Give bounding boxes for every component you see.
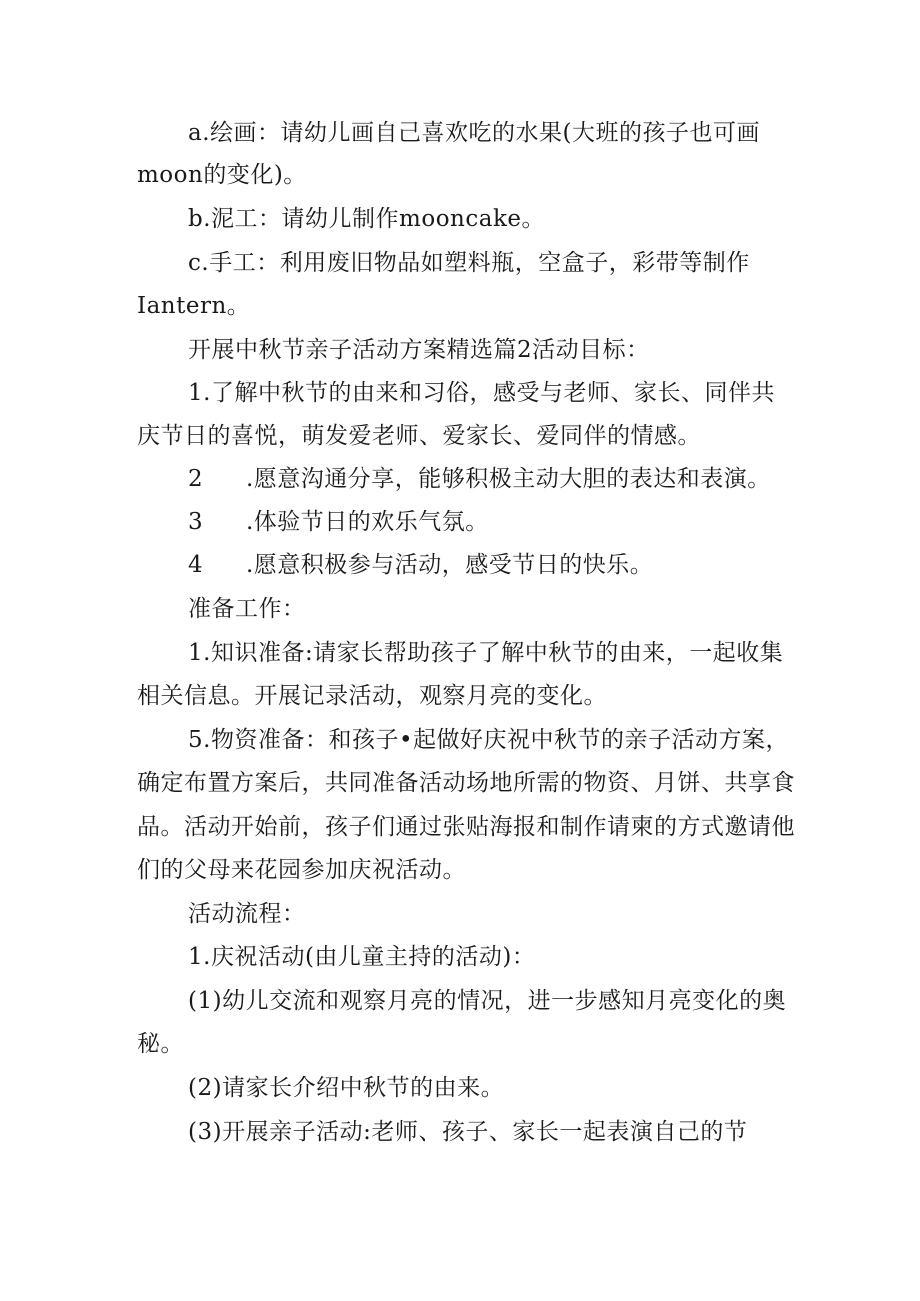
paragraph-line: 相关信息。开展记录活动，观察月亮的变化。 (137, 683, 607, 709)
item-number: 4 (188, 552, 204, 578)
paragraph-line: 5.物资准备：和孩子•起做好庆祝中秋节的亲子活动方案， (188, 727, 790, 753)
paragraph-line: (3)开展亲子活动:老师、孩子、家长一起表演自己的节 (188, 1119, 748, 1145)
paragraph-line: b.泥工：请幼儿制作mooncake。 (188, 206, 545, 232)
paragraph-line: 们的父母来花园参加庆祝活动。 (137, 857, 466, 883)
paragraph-line: 庆节日的喜悦，萌发爱老师、爱家长、爱同伴的情感。 (137, 423, 701, 449)
paragraph-line: 1.知识准备:请家长帮助孩子了解中秋节的由来，一起收集 (188, 640, 784, 666)
numbered-item (188, 464, 920, 494)
paragraph-line: c.手工：利用废旧物品如塑料瓶，空盒子，彩带等制作 (188, 250, 750, 276)
item-number: 2 (188, 466, 204, 492)
section-heading: 活动流程： (188, 901, 306, 927)
item-text: .愿意积极参与活动，感受节日的快乐。 (246, 552, 654, 578)
paragraph-line: 品。活动开始前，孩子们通过张贴海报和制作请柬的方式邀请他 (137, 814, 795, 840)
paragraph-line: 1.庆祝活动(由儿童主持的活动)： (188, 944, 536, 970)
paragraph-line: 1.了解中秋节的由来和习俗，感受与老师、家长、同伴共 (188, 380, 775, 406)
paragraph-line: a.绘画：请幼儿画自己喜欢吃的水果(大班的孩子也可画 (188, 120, 760, 146)
section-heading: 准备工作： (188, 596, 306, 622)
item-text: .愿意沟通分享，能够积极主动大胆的表达和表演。 (246, 466, 771, 492)
numbered-item (188, 507, 920, 537)
numbered-item (188, 550, 920, 580)
paragraph-line: 秘。 (137, 1031, 184, 1057)
paragraph-line: (1)幼儿交流和观察月亮的情况，进一步感知月亮变化的奥 (188, 988, 787, 1014)
paragraph-line: (2)请家长介绍中秋节的由来。 (188, 1075, 505, 1101)
paragraph-line: moon的变化)。 (137, 162, 307, 188)
section-heading: 开展中秋节亲子活动方案精选篇2活动目标： (188, 337, 650, 363)
item-number: 3 (188, 509, 204, 535)
paragraph-line: 确定布置方案后，共同准备活动场地所需的物资、月饼、共享食 (137, 770, 795, 796)
item-text: .体验节日的欢乐气氛。 (246, 509, 489, 535)
paragraph-line: Iantern。 (137, 293, 251, 319)
